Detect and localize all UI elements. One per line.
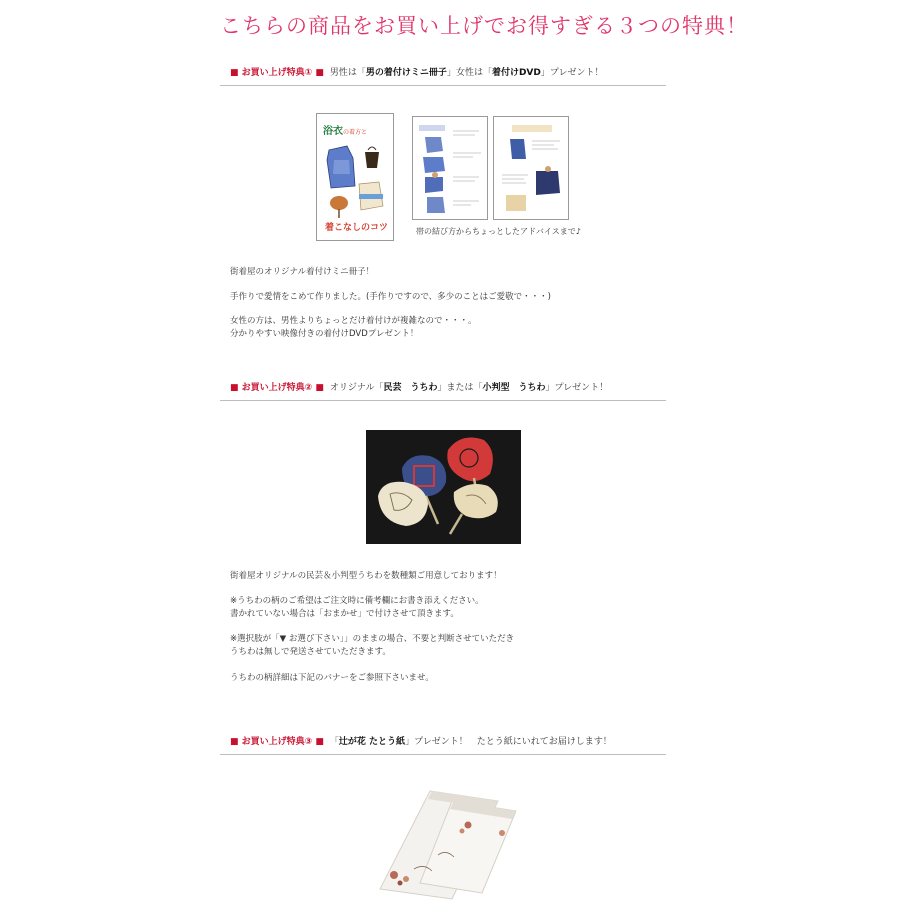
booklet-cover-image: 浴衣の着方と 着こなしのコツ <box>316 113 394 241</box>
page-headline: こちらの商品をお買い上げでお得すぎる３つの特典！ <box>220 14 748 38</box>
booklet-subtitle: 着こなしのコツ <box>325 223 389 233</box>
benefit-2-desc-2a: ※うちわの柄のご希望はご注文時に備考欄にお書き添えください。 <box>230 596 484 606</box>
tatoushi-paper-photo <box>370 785 520 900</box>
benefit-2-header <box>220 380 666 401</box>
tatoushi-illustration <box>370 785 520 900</box>
benefit-2-label: ■ お買い上げ特典② ■ <box>230 383 324 393</box>
benefit-1-text: 男性は「男の着付けミニ冊子」女性は「着付けDVD」プレゼント！ <box>329 68 604 78</box>
benefit-2-text: オリジナル「民芸 うちわ」または「小判型 うちわ」プレゼント！ <box>329 383 609 393</box>
benefit-1-desc-3a: 女性の方は、男性よりちょっとだけ着付けが複雑なので・・・。 <box>230 316 477 326</box>
benefit-1-label: ■ お買い上げ特典① ■ <box>230 68 324 78</box>
uchiwa-fans-photo <box>366 430 521 544</box>
benefit-1-desc-1: 街着屋のオリジナル着付けミニ冊子！ <box>230 267 375 277</box>
benefit-2-desc-2b: 書かれていない場合は「おまかせ」で付けさせて頂きます。 <box>230 609 459 619</box>
benefit-2-desc-4: うちわの柄詳細は下記のバナーをご参照下さいませ。 <box>230 673 434 683</box>
benefit-1-desc-3b: 分かりやすい映像付きの着付けDVDプレゼント！ <box>230 329 419 339</box>
booklet-page-image-2 <box>493 116 569 220</box>
benefit-2-desc-3a: ※選択肢が「▼ お選び下さい」」のままの場合、不要と判断させていただき <box>230 634 515 644</box>
benefit-2-desc-3b: うちわは無しで発送させていただきます。 <box>230 647 391 657</box>
benefit-2-desc-1: 街着屋オリジナルの民芸＆小判型うちわを数種類ご用意しております！ <box>230 571 502 581</box>
benefit-1-header <box>220 65 666 86</box>
benefit-1-desc-2: 手作りで愛情をこめて作りました。(手作りですので、多少のことはご愛敬で・・・) <box>230 292 551 302</box>
benefit-3-text: 「辻が花 たとう紙」プレゼント！ たとう紙にいれてお届けします！ <box>329 737 612 747</box>
uchiwa-illustration <box>366 430 521 544</box>
booklet-page-illustration-2 <box>494 117 568 219</box>
benefit-3-label: ■ お買い上げ特典③ ■ <box>230 737 324 747</box>
benefit-3-header <box>220 734 666 755</box>
booklet-page-illustration <box>413 117 487 219</box>
booklet-page-image-1 <box>412 116 488 220</box>
booklet-caption: 帯の結び方からちょっとしたアドバイスまで♪ <box>416 227 581 236</box>
